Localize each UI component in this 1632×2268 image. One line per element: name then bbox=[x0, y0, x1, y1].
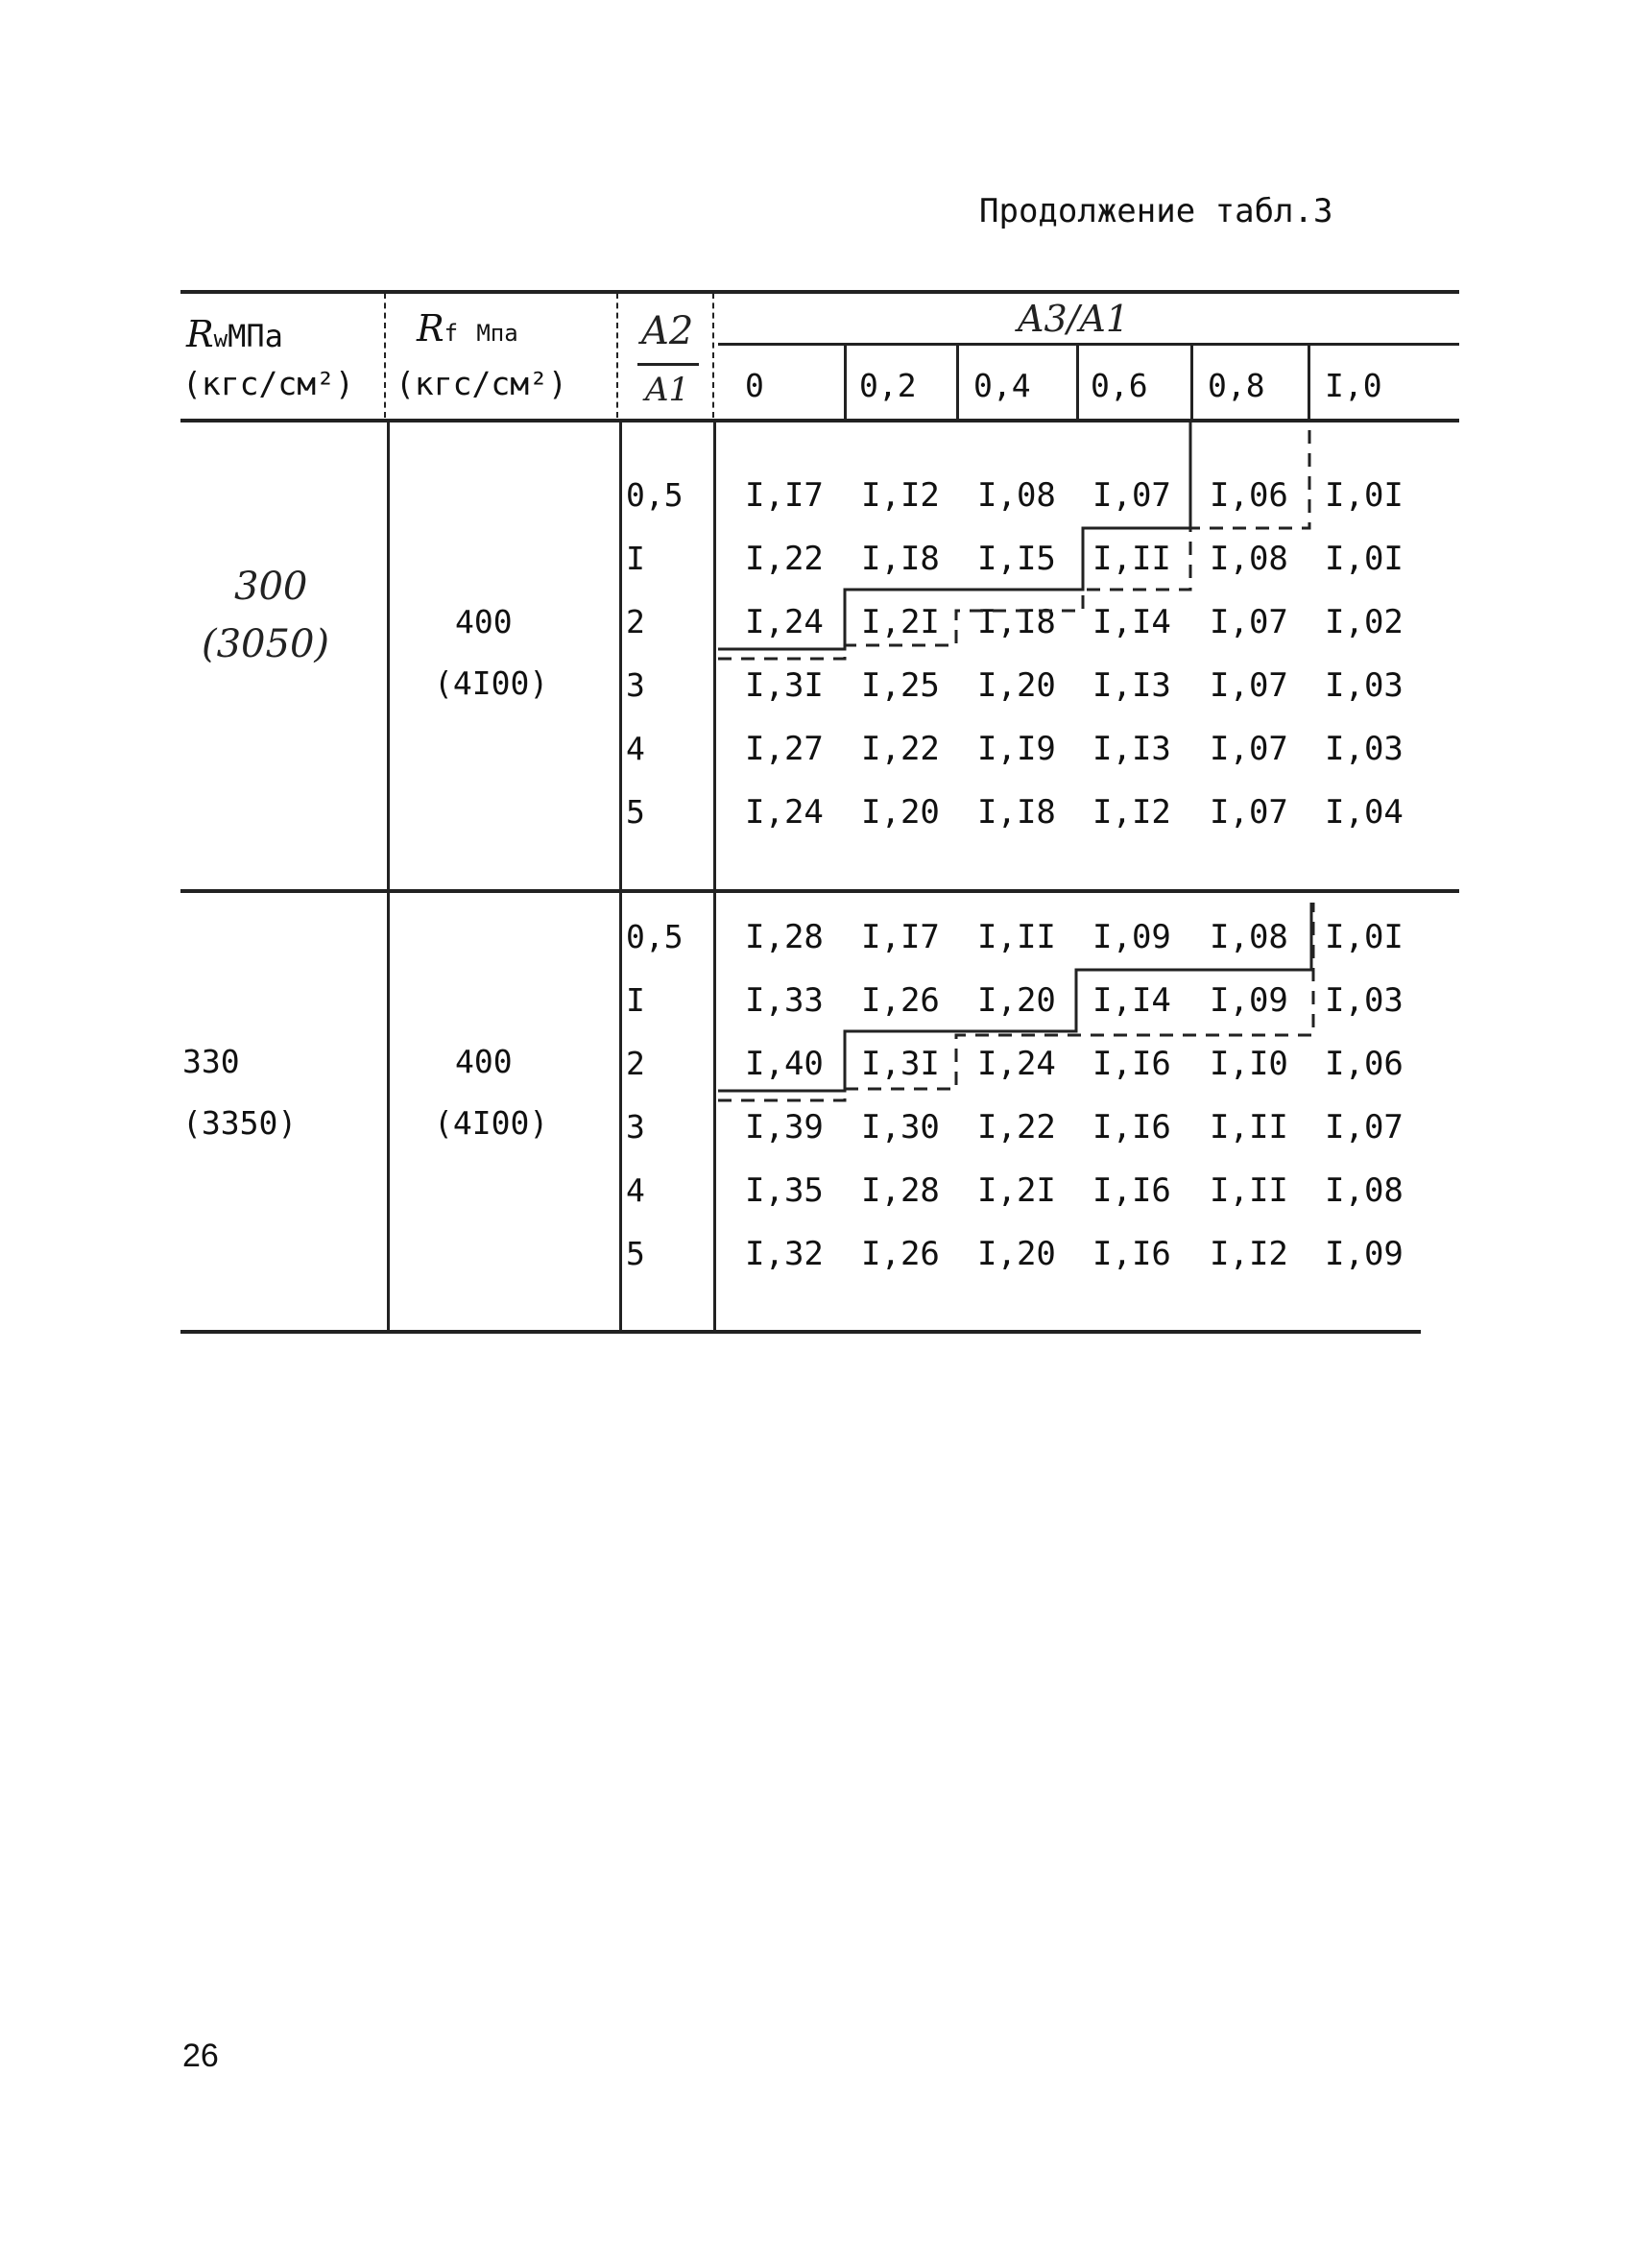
group2-row5-c2: I,20 bbox=[977, 1235, 1056, 1273]
group2-row0-c4: I,08 bbox=[1210, 918, 1288, 956]
group2-row4-c1: I,28 bbox=[861, 1171, 940, 1210]
a3-a1-header: A3/A1 bbox=[1018, 298, 1130, 340]
group2-row5-a2: 5 bbox=[626, 1235, 645, 1272]
group1-rw-paren: (3050) bbox=[202, 622, 330, 666]
col-header-1: 0,2 bbox=[859, 367, 917, 404]
group2-row1-c5: I,03 bbox=[1325, 981, 1404, 1020]
col-header-0: 0 bbox=[745, 367, 764, 404]
group1-row0-c2: I,08 bbox=[977, 476, 1056, 515]
group1-row2-c3: I,I4 bbox=[1092, 603, 1171, 641]
group2-row5-c3: I,I6 bbox=[1092, 1235, 1171, 1273]
group2-row2-c4: I,I0 bbox=[1210, 1045, 1288, 1083]
group1-row4-c5: I,03 bbox=[1325, 730, 1404, 768]
group2-solid-boundary bbox=[718, 903, 1311, 1091]
group1-row1-c0: I,22 bbox=[745, 540, 824, 578]
group1-row5-c3: I,I2 bbox=[1092, 793, 1171, 832]
group1-row2-c5: I,02 bbox=[1325, 603, 1404, 641]
group2-row3-c1: I,30 bbox=[861, 1108, 940, 1146]
group2-rw-paren: (3350) bbox=[182, 1104, 298, 1142]
col-header-3: 0,6 bbox=[1091, 367, 1148, 404]
group2-row3-c3: I,I6 bbox=[1092, 1108, 1171, 1146]
group1-row5-c1: I,20 bbox=[861, 793, 940, 832]
group2-rf-paren: (4I00) bbox=[434, 1104, 549, 1142]
group1-row4-c1: I,22 bbox=[861, 730, 940, 768]
group2-row1-c1: I,26 bbox=[861, 981, 940, 1020]
group1-row1-c5: I,0I bbox=[1325, 540, 1404, 578]
group2-row0-c2: I,II bbox=[977, 918, 1056, 956]
group1-solid-boundary bbox=[718, 422, 1190, 649]
group1-row0-c0: I,I7 bbox=[745, 476, 824, 515]
group1-row3-c2: I,20 bbox=[977, 666, 1056, 705]
group2-row5-c5: I,09 bbox=[1325, 1235, 1404, 1273]
group2-row4-a2: 4 bbox=[626, 1171, 645, 1209]
group2-row2-c1: I,3I bbox=[861, 1045, 940, 1083]
group2-dashed-boundary bbox=[718, 903, 1313, 1100]
rf-unit-paren: (кгс/см²) bbox=[396, 365, 567, 402]
group1-row5-c2: I,I8 bbox=[977, 793, 1056, 832]
group2-row5-c0: I,32 bbox=[745, 1235, 824, 1273]
group2-row1-c2: I,20 bbox=[977, 981, 1056, 1020]
group1-row5-c0: I,24 bbox=[745, 793, 824, 832]
group2-row2-c5: I,06 bbox=[1325, 1045, 1404, 1083]
group2-row1-c3: I,I4 bbox=[1092, 981, 1171, 1020]
group1-row4-c2: I,I9 bbox=[977, 730, 1056, 768]
a2-numerator: A2 bbox=[641, 309, 694, 353]
group1-row2-c2: I,I8 bbox=[977, 603, 1056, 641]
group1-row0-c4: I,06 bbox=[1210, 476, 1288, 515]
group1-row4-c0: I,27 bbox=[745, 730, 824, 768]
group2-row3-c2: I,22 bbox=[977, 1108, 1056, 1146]
col-header-5: I,0 bbox=[1325, 367, 1382, 404]
group2-row0-c5: I,0I bbox=[1325, 918, 1404, 956]
group1-row1-c2: I,I5 bbox=[977, 540, 1056, 578]
group1-row1-a2: I bbox=[626, 540, 645, 577]
group1-row4-c4: I,07 bbox=[1210, 730, 1288, 768]
group1-row5-c5: I,04 bbox=[1325, 793, 1404, 832]
group1-row2-c0: I,24 bbox=[745, 603, 824, 641]
group1-rf: 400 bbox=[455, 603, 513, 640]
group1-rf-paren: (4I00) bbox=[434, 664, 549, 702]
group2-row2-a2: 2 bbox=[626, 1045, 645, 1082]
group2-row2-c0: I,40 bbox=[745, 1045, 824, 1083]
group2-row3-c5: I,07 bbox=[1325, 1108, 1404, 1146]
page-number: 26 bbox=[182, 2038, 219, 2074]
col-header-4: 0,8 bbox=[1208, 367, 1265, 404]
group1-row0-c3: I,07 bbox=[1092, 476, 1171, 515]
group2-row5-c4: I,I2 bbox=[1210, 1235, 1288, 1273]
group2-row1-a2: I bbox=[626, 981, 645, 1019]
group1-row4-c3: I,I3 bbox=[1092, 730, 1171, 768]
rf-symbol: R bbox=[417, 307, 444, 350]
group1-row1-c1: I,I8 bbox=[861, 540, 940, 578]
group1-row5-c4: I,07 bbox=[1210, 793, 1288, 832]
group1-row1-c3: I,II bbox=[1092, 540, 1171, 578]
group2-row4-c5: I,08 bbox=[1325, 1171, 1404, 1210]
rw-unit-paren: (кгс/см²) bbox=[182, 365, 354, 402]
group1-row2-a2: 2 bbox=[626, 603, 645, 640]
group2-row1-c0: I,33 bbox=[745, 981, 824, 1020]
group1-row3-c1: I,25 bbox=[861, 666, 940, 705]
group2-row2-c2: I,24 bbox=[977, 1045, 1056, 1083]
group2-rw: 330 bbox=[182, 1043, 240, 1080]
group2-row0-a2: 0,5 bbox=[626, 918, 684, 955]
group2-row4-c3: I,I6 bbox=[1092, 1171, 1171, 1210]
group1-row1-c4: I,08 bbox=[1210, 540, 1288, 578]
rw-symbol: R bbox=[186, 313, 214, 355]
group1-row3-c5: I,03 bbox=[1325, 666, 1404, 705]
group1-row0-a2: 0,5 bbox=[626, 476, 684, 514]
table-caption: Продолжение табл.3 bbox=[979, 192, 1333, 230]
group1-row2-c1: I,2I bbox=[861, 603, 940, 641]
group2-row4-c4: I,II bbox=[1210, 1171, 1288, 1210]
group2-row0-c3: I,09 bbox=[1092, 918, 1171, 956]
group2-row0-c1: I,I7 bbox=[861, 918, 940, 956]
group1-row0-c5: I,0I bbox=[1325, 476, 1404, 515]
a2-denominator: A1 bbox=[645, 371, 690, 409]
rw-subscript: w bbox=[213, 326, 228, 352]
group2-row4-c2: I,2I bbox=[977, 1171, 1056, 1210]
rf-unit: Мпа bbox=[476, 320, 518, 347]
group1-row5-a2: 5 bbox=[626, 793, 645, 831]
group1-row4-a2: 4 bbox=[626, 730, 645, 767]
rf-subscript: f bbox=[444, 320, 459, 347]
group2-row0-c0: I,28 bbox=[745, 918, 824, 956]
group2-row3-c4: I,II bbox=[1210, 1108, 1288, 1146]
group2-rf: 400 bbox=[455, 1043, 513, 1080]
group1-rw: 300 bbox=[234, 565, 308, 609]
col-header-2: 0,4 bbox=[973, 367, 1031, 404]
group1-row2-c4: I,07 bbox=[1210, 603, 1288, 641]
group2-row1-c4: I,09 bbox=[1210, 981, 1288, 1020]
group2-row4-c0: I,35 bbox=[745, 1171, 824, 1210]
group2-row3-c0: I,39 bbox=[745, 1108, 824, 1146]
group2-row5-c1: I,26 bbox=[861, 1235, 940, 1273]
group1-dashed-boundary bbox=[718, 422, 1309, 659]
rw-unit: МПа bbox=[228, 318, 283, 354]
group1-row3-c3: I,I3 bbox=[1092, 666, 1171, 705]
group1-row3-a2: 3 bbox=[626, 666, 645, 704]
group2-row3-a2: 3 bbox=[626, 1108, 645, 1146]
group2-row2-c3: I,I6 bbox=[1092, 1045, 1171, 1083]
group1-row3-c0: I,3I bbox=[745, 666, 824, 705]
group1-row0-c1: I,I2 bbox=[861, 476, 940, 515]
group1-row3-c4: I,07 bbox=[1210, 666, 1288, 705]
